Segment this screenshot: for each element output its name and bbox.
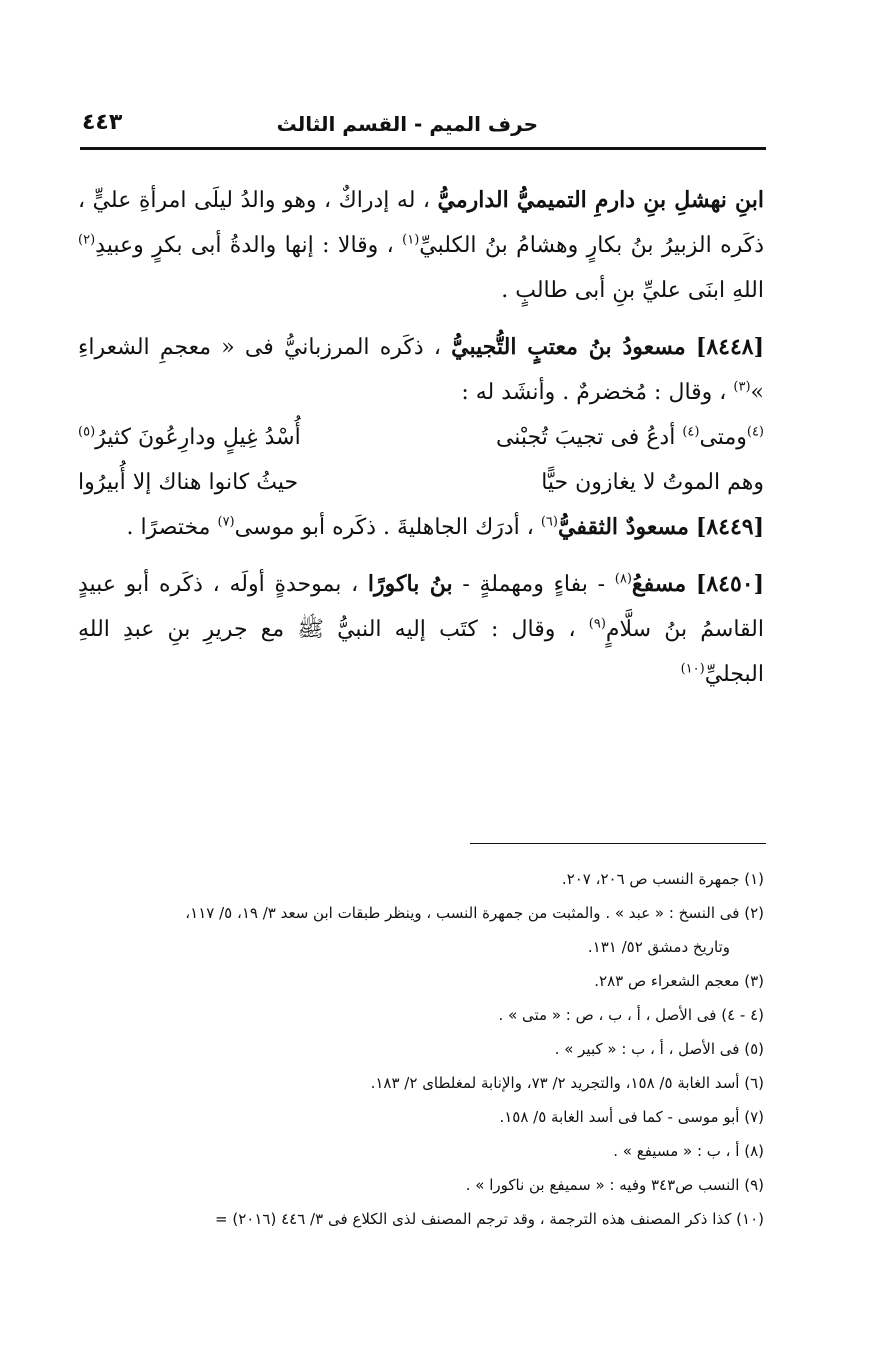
footnote-ref: (٣) xyxy=(733,379,751,395)
footnote-1: (١) جمهرة النسب ص ٢٠٦، ٢٠٧. xyxy=(561,870,764,888)
footnote-ref: (١) xyxy=(402,232,420,248)
entry-paragraph-8450 xyxy=(78,562,764,697)
footnote-ref: (٩) xyxy=(588,616,606,632)
entry-number: [٨٤٤٨] xyxy=(695,334,764,360)
entry-name: مسعودُ بنُ معتبٍ التُّجيبيُّ xyxy=(451,334,686,360)
entry-paragraph-1 xyxy=(78,178,764,313)
entry-text: ، وقالا : إنها والدةُ أبى بكرٍ وعبيدِ xyxy=(95,233,394,258)
main-text xyxy=(78,178,764,709)
entry-text: ، ذكَره المرزبانيُّ فى « معجمِ الشعراءِ » xyxy=(78,335,764,405)
entry-name: مسفعُ xyxy=(631,571,687,597)
footnote-5: (٥) فى الأصل ، أ ، ب : « كبير » . xyxy=(554,1040,764,1058)
footnote-ref: (٥) xyxy=(78,424,96,440)
footnote-ref: (٦) xyxy=(540,514,558,530)
entry-paragraph-8448 xyxy=(78,325,764,415)
entry-text: ، أدرَك الجاهليةَ . ذكَره أبو موسى xyxy=(234,515,534,540)
entry-name: مسعودٌ الثقفيُّ xyxy=(557,514,689,540)
footnote-2-continued: وتاريخ دمشق ٥٢/ ١٣١. xyxy=(587,938,730,956)
footnote-ref: (٧) xyxy=(217,514,235,530)
book-page xyxy=(70,0,770,1359)
page-number: ٤٤٣ xyxy=(82,110,123,135)
footnote-ref: (١٠) xyxy=(680,661,705,677)
entry-text: اللهِ ابنَى عليِّ بنِ أبى طالبٍ . xyxy=(501,278,764,303)
footnote-9: (٩) النسب ص٣٤٣ وفيه : « سميفع بن ناكورا » . xyxy=(465,1176,764,1194)
entry-paragraph-8449 xyxy=(78,505,764,550)
entry-text: ، وقال : كتَب إليه النبيُّ ﷺ مع جريرِ بنِ عبدِ اللهِ البجليِّ xyxy=(78,617,764,687)
footnote-ref: (٤) xyxy=(746,424,764,440)
footnotes xyxy=(78,862,764,1236)
footnote-ref: (٤) xyxy=(682,424,700,440)
footnote-2: (٢) فى النسخ : « عبد » . والمثبت من جمهرة النسب ، وينظر طبقات ابن سعد ٣/ ١٩، ٥/ ١١٧، xyxy=(185,904,764,922)
verse-first-hemistich: $^{(٤)}$ومتى$^{(٤)}$ أدعُ فى تجيبَ تُجبْنى xyxy=(495,424,764,450)
footnote-4: (٤ - ٤) فى الأصل ، أ ، ب ، ص : « متى » . xyxy=(498,1006,764,1024)
running-title: حرف الميم - القسم الثالث xyxy=(276,112,538,136)
verse-first-hemistich: وهم الموتُ لا يغازون حيًّا xyxy=(541,470,764,495)
entry-text: ، وقال : مُخضرمٌ . وأنشَد له : xyxy=(461,380,727,405)
verse-second-hemistich: حيثُ كانوا هناك إلا أُبيرُوا xyxy=(78,470,299,495)
footnote-rule xyxy=(470,843,766,844)
footnote-10: (١٠) كذا ذكر المصنف هذه الترجمة ، وقد ترجم المصنف لذى الكلاع فى ٣/ ٤٤٦ (٢٠١٦) = xyxy=(215,1210,764,1228)
entry-text: - بفاءٍ ومهملةٍ - xyxy=(462,572,606,597)
footnote-3: (٣) معجم الشعراء ص ٢٨٣. xyxy=(594,972,764,990)
entry-number: [٨٤٤٩] xyxy=(695,514,764,540)
verse-second-hemistich: أُسْدُ غِيلٍ ودارِعُونَ كثيرُ$^{(٥)}$ xyxy=(78,424,301,450)
page-header xyxy=(70,108,770,148)
footnote-ref: (٢) xyxy=(78,232,96,248)
header-rule xyxy=(80,147,766,150)
footnote-8: (٨) أ ، ب : « مسيفع » . xyxy=(613,1142,764,1160)
footnote-6: (٦) أسد الغابة ٥/ ١٥٨، والتجريد ٢/ ٧٣، والإنابة لمغلطاى ٢/ ١٨٣. xyxy=(370,1074,764,1092)
footnote-7: (٧) أبو موسى - كما فى أسد الغابة ٥/ ١٥٨. xyxy=(499,1108,764,1126)
entry-text: مختصرًا . xyxy=(126,515,211,540)
footnote-ref: (٨) xyxy=(614,571,632,587)
entry-name: ابنِ نهشلِ بنِ دارمِ التميميُّ الدارميُّ xyxy=(437,187,764,213)
entry-text: ، بموحدةٍ أولَه ، ذكَره أبو عبيدٍ القاسمُ بنُ سلَّامٍ xyxy=(78,572,764,642)
entry-name-2: بنُ باكورًا xyxy=(367,571,453,597)
poem-verse-1 xyxy=(78,415,764,460)
entry-number: [٨٤٥٠] xyxy=(695,571,764,597)
entry-text: ، له إدراكٌ ، وهو والدُ ليلَى امرأةِ عليٍّ ، ذكَره الزبيرُ بنُ بكارٍ وهشامُ بنُ الكلبيِّ xyxy=(78,188,764,258)
poem-verse-2 xyxy=(78,460,764,505)
